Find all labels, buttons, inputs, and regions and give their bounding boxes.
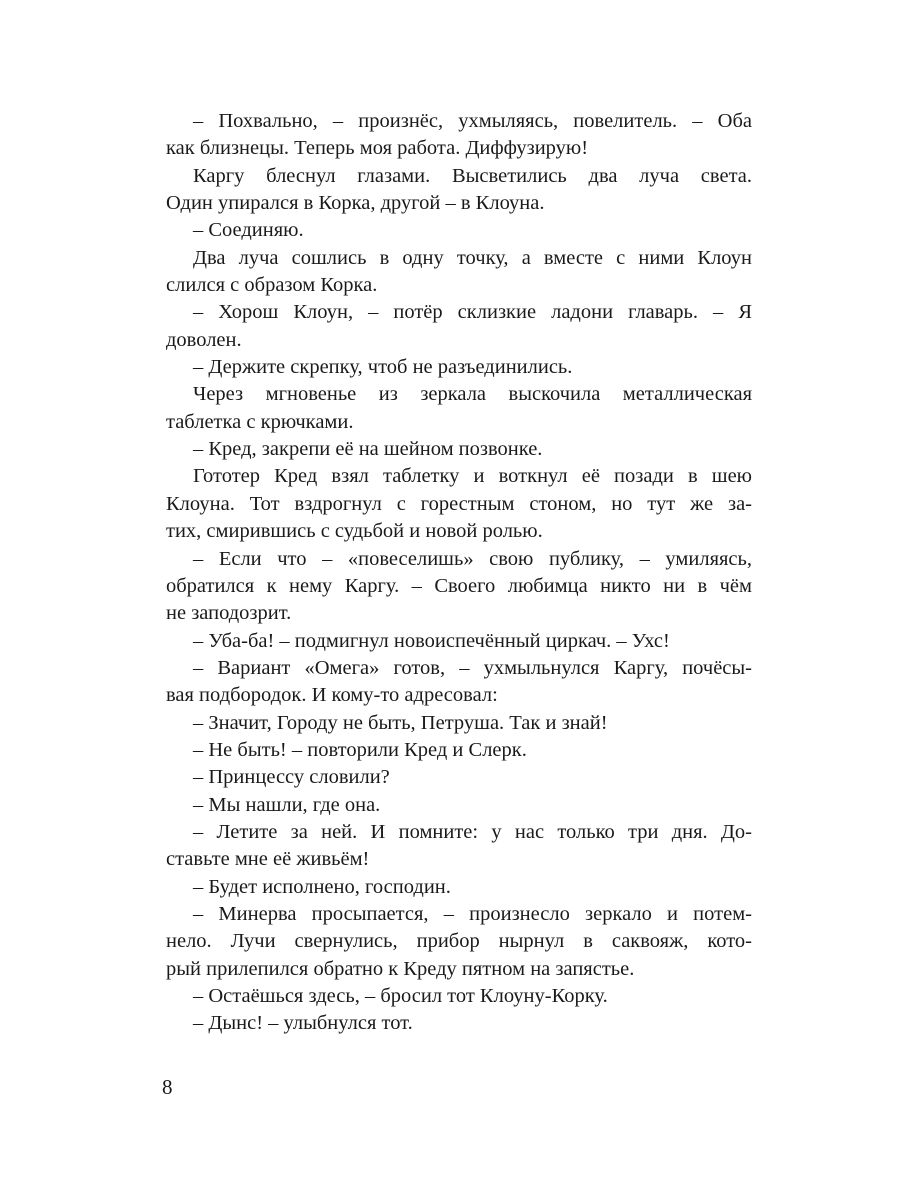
text-line: – Принцессу словили? <box>193 766 390 789</box>
text-line: вая подбородок. И кому-то адресовал: <box>166 684 498 707</box>
text-line: Гототер Кред взял таблетку и воткнул её позади в шею <box>193 465 752 488</box>
text-line: Через мгновенье из зеркала выскочила металлическая <box>193 383 752 406</box>
text-line: – Соединяю. <box>193 219 304 242</box>
text-line: Два луча сошлись в одну точку, а вместе с ними Клоун <box>193 246 752 269</box>
text-line: ставьте мне её живьём! <box>166 848 370 871</box>
text-line: таблетка с крючками. <box>166 410 354 433</box>
text-line: как близнецы. Теперь моя работа. Диффузирую! <box>166 137 589 160</box>
text-line: – Не быть! – повторили Кред и Слерк. <box>193 738 527 761</box>
text-line: Один упирался в Корка, другой – в Клоуна. <box>166 192 545 215</box>
text-line: тих, смирившись с судьбой и новой ролью. <box>166 520 543 543</box>
text-line: – Кред, закрепи её на шейном позвонке. <box>193 438 543 461</box>
text-line: не заподозрит. <box>166 602 292 625</box>
text-line: нело. Лучи свернулись, прибор нырнул в саквояж, кото- <box>166 930 752 953</box>
text-line: – Мы нашли, где она. <box>193 793 381 816</box>
body-text <box>166 108 752 1038</box>
text-line: доволен. <box>166 328 242 351</box>
text-line: – Уба-ба! – подмигнул новоиспечённый циркач. – Ухс! <box>193 629 670 652</box>
text-line: – Похвально, – произнёс, ухмыляясь, повелитель. – Оба <box>193 110 752 132</box>
text-line: – Держите скрепку, чтоб не разъединились. <box>193 356 573 379</box>
text-line: – Остаёшься здесь, – бросил тот Клоуну-Корку. <box>193 985 608 1007</box>
text-line: – Вариант «Омега» готов, – ухмыльнулся Каргу, почёсы- <box>193 656 752 679</box>
text-line: Клоуна. Тот вздрогнул с горестным стоном, но тут же за- <box>166 492 752 515</box>
text-line: – Значит, Городу не быть, Петруша. Так и знай! <box>193 711 608 734</box>
page-number: 8 <box>162 1075 173 1099</box>
text-line: – Если что – «повеселишь» свою публику, – умиляясь, <box>193 547 752 570</box>
text-line: – Летите за ней. И помните: у нас только три дня. До- <box>193 820 752 843</box>
text-line: – Будет исполнено, господин. <box>193 875 451 898</box>
text-line: Каргу блеснул глазами. Высветились два луча света. <box>193 164 752 187</box>
text-line: – Минерва просыпается, – произнесло зеркало и потем- <box>193 902 752 925</box>
text-line: рый прилепился обратно к Креду пятном на запястье. <box>166 957 635 980</box>
text-line: – Хорош Клоун, – потёр склизкие ладони главарь. – Я <box>193 301 752 324</box>
text-line: слился с образом Корка. <box>166 274 378 297</box>
text-line: – Дынс! – улыбнулся тот. <box>193 1012 413 1035</box>
text-line: обратился к нему Каргу. – Своего любимца никто ни в чём <box>166 574 752 597</box>
